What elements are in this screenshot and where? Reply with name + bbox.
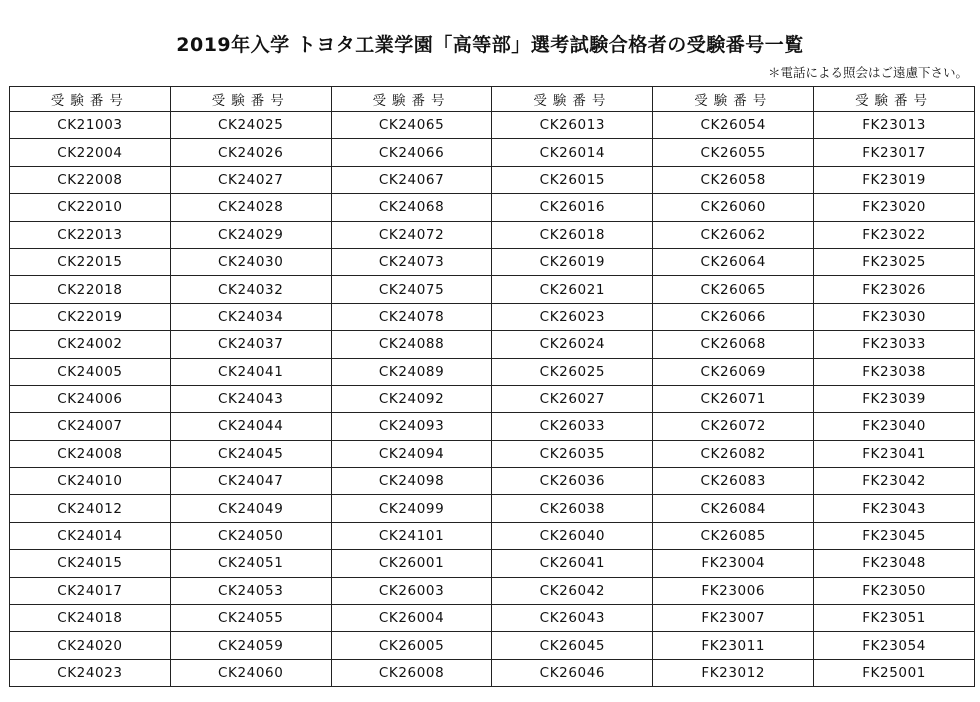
- exam-number-cell: FK23045: [814, 522, 975, 549]
- exam-number-cell: CK22004: [10, 139, 171, 166]
- exam-number-cell: CK26005: [331, 632, 492, 659]
- exam-number-cell: FK23020: [814, 194, 975, 221]
- exam-number-cell: FK23025: [814, 248, 975, 275]
- exam-number-cell: CK26072: [653, 413, 814, 440]
- exam-number-cell: FK23043: [814, 495, 975, 522]
- exam-number-cell: CK24101: [331, 522, 492, 549]
- exam-number-cell: FK23019: [814, 166, 975, 193]
- exam-number-cell: CK26027: [492, 385, 653, 412]
- exam-number-cell: CK26014: [492, 139, 653, 166]
- exam-number-cell: CK24012: [10, 495, 171, 522]
- exam-number-cell: CK24030: [170, 248, 331, 275]
- exam-number-cell: CK24015: [10, 550, 171, 577]
- exam-number-cell: CK24034: [170, 303, 331, 330]
- exam-number-cell: CK24029: [170, 221, 331, 248]
- exam-number-cell: FK23054: [814, 632, 975, 659]
- exam-number-cell: CK24094: [331, 440, 492, 467]
- exam-number-cell: CK26084: [653, 495, 814, 522]
- exam-number-cell: CK26043: [492, 605, 653, 632]
- exam-number-cell: CK24059: [170, 632, 331, 659]
- table-row: [10, 577, 975, 604]
- exam-number-cell: CK26004: [331, 605, 492, 632]
- exam-number-cell: CK24073: [331, 248, 492, 275]
- exam-number-cell: CK26064: [653, 248, 814, 275]
- exam-number-cell: CK24007: [10, 413, 171, 440]
- exam-number-cell: CK22013: [10, 221, 171, 248]
- column-header: 受験番号: [492, 87, 653, 112]
- exam-number-cell: CK24026: [170, 139, 331, 166]
- table-row: [10, 659, 975, 686]
- exam-number-cell: CK24067: [331, 166, 492, 193]
- exam-number-cell: CK26066: [653, 303, 814, 330]
- exam-number-cell: FK23030: [814, 303, 975, 330]
- exam-number-table: [9, 86, 975, 687]
- table-row: [10, 385, 975, 412]
- column-header: 受験番号: [10, 87, 171, 112]
- exam-number-cell: CK24017: [10, 577, 171, 604]
- column-header: 受験番号: [814, 87, 975, 112]
- exam-number-cell: FK23033: [814, 331, 975, 358]
- exam-number-cell: FK23051: [814, 605, 975, 632]
- exam-number-cell: CK24088: [331, 331, 492, 358]
- table-row: [10, 605, 975, 632]
- exam-number-cell: CK26040: [492, 522, 653, 549]
- exam-number-cell: CK24045: [170, 440, 331, 467]
- exam-number-cell: CK26060: [653, 194, 814, 221]
- exam-number-cell: CK24041: [170, 358, 331, 385]
- notice-text: ＊電話による照会はご遠慮下さい。: [767, 65, 968, 80]
- exam-number-cell: FK23013: [814, 112, 975, 139]
- exam-number-cell: CK26058: [653, 166, 814, 193]
- exam-number-cell: FK23040: [814, 413, 975, 440]
- exam-number-cell: FK25001: [814, 659, 975, 686]
- table-row: [10, 331, 975, 358]
- exam-number-cell: FK23026: [814, 276, 975, 303]
- exam-number-cell: CK24075: [331, 276, 492, 303]
- exam-number-cell: CK24008: [10, 440, 171, 467]
- column-header: 受験番号: [653, 87, 814, 112]
- exam-number-cell: CK24050: [170, 522, 331, 549]
- exam-number-cell: CK24047: [170, 468, 331, 495]
- table-row: [10, 413, 975, 440]
- exam-number-cell: CK26024: [492, 331, 653, 358]
- exam-number-cell: CK24020: [10, 632, 171, 659]
- exam-number-cell: FK23017: [814, 139, 975, 166]
- exam-number-cell: CK24049: [170, 495, 331, 522]
- exam-number-cell: CK24068: [331, 194, 492, 221]
- exam-number-cell: FK23041: [814, 440, 975, 467]
- column-header: 受験番号: [170, 87, 331, 112]
- exam-number-cell: CK26069: [653, 358, 814, 385]
- exam-number-cell: FK23042: [814, 468, 975, 495]
- exam-number-cell: CK24010: [10, 468, 171, 495]
- exam-number-cell: CK24025: [170, 112, 331, 139]
- exam-number-cell: CK24099: [331, 495, 492, 522]
- exam-number-cell: CK24053: [170, 577, 331, 604]
- exam-number-cell: CK26083: [653, 468, 814, 495]
- exam-number-cell: CK24006: [10, 385, 171, 412]
- exam-number-cell: CK26023: [492, 303, 653, 330]
- exam-number-cell: CK24072: [331, 221, 492, 248]
- table-row: [10, 166, 975, 193]
- exam-number-cell: CK26003: [331, 577, 492, 604]
- exam-number-cell: FK23006: [653, 577, 814, 604]
- exam-number-cell: CK26041: [492, 550, 653, 577]
- table-row: [10, 112, 975, 139]
- exam-number-cell: CK24043: [170, 385, 331, 412]
- exam-number-cell: CK24023: [10, 659, 171, 686]
- table-row: [10, 522, 975, 549]
- exam-number-cell: CK26082: [653, 440, 814, 467]
- exam-number-cell: CK24055: [170, 605, 331, 632]
- exam-number-cell: FK23011: [653, 632, 814, 659]
- exam-number-cell: FK23039: [814, 385, 975, 412]
- exam-number-cell: CK26018: [492, 221, 653, 248]
- exam-number-cell: CK26042: [492, 577, 653, 604]
- table-header-row: [10, 87, 975, 112]
- exam-number-cell: CK21003: [10, 112, 171, 139]
- table-row: [10, 440, 975, 467]
- exam-number-cell: CK24092: [331, 385, 492, 412]
- exam-number-cell: CK24005: [10, 358, 171, 385]
- exam-number-cell: FK23012: [653, 659, 814, 686]
- exam-number-cell: FK23038: [814, 358, 975, 385]
- exam-number-cell: CK24089: [331, 358, 492, 385]
- exam-number-cell: CK26065: [653, 276, 814, 303]
- exam-number-cell: CK26062: [653, 221, 814, 248]
- exam-number-cell: CK26036: [492, 468, 653, 495]
- exam-number-cell: CK24044: [170, 413, 331, 440]
- exam-number-cell: CK24066: [331, 139, 492, 166]
- table-row: [10, 221, 975, 248]
- table-row: [10, 276, 975, 303]
- exam-number-cell: CK26054: [653, 112, 814, 139]
- table-body: [10, 112, 975, 687]
- exam-number-cell: CK24098: [331, 468, 492, 495]
- page-title: 2019年入学 トヨタ工業学園「高等部」選考試験合格者の受験番号一覧: [176, 34, 804, 56]
- table-row: [10, 139, 975, 166]
- table-row: [10, 358, 975, 385]
- exam-number-cell: CK26016: [492, 194, 653, 221]
- exam-number-cell: CK22018: [10, 276, 171, 303]
- exam-number-cell: CK26013: [492, 112, 653, 139]
- exam-number-cell: CK26046: [492, 659, 653, 686]
- table-row: [10, 194, 975, 221]
- exam-number-cell: CK24093: [331, 413, 492, 440]
- exam-number-cell: CK26045: [492, 632, 653, 659]
- table-row: [10, 468, 975, 495]
- exam-number-cell: CK24032: [170, 276, 331, 303]
- exam-number-cell: CK24027: [170, 166, 331, 193]
- exam-number-cell: CK24002: [10, 331, 171, 358]
- exam-number-cell: CK24028: [170, 194, 331, 221]
- table-row: [10, 248, 975, 275]
- exam-number-cell: CK22015: [10, 248, 171, 275]
- exam-number-cell: CK26001: [331, 550, 492, 577]
- exam-number-cell: CK22008: [10, 166, 171, 193]
- exam-number-cell: FK23050: [814, 577, 975, 604]
- exam-number-cell: CK26038: [492, 495, 653, 522]
- exam-number-cell: CK24078: [331, 303, 492, 330]
- exam-number-cell: CK22010: [10, 194, 171, 221]
- exam-number-cell: CK24051: [170, 550, 331, 577]
- exam-number-cell: CK22019: [10, 303, 171, 330]
- exam-number-cell: CK26015: [492, 166, 653, 193]
- exam-number-cell: FK23007: [653, 605, 814, 632]
- table-row: [10, 303, 975, 330]
- exam-number-cell: CK24014: [10, 522, 171, 549]
- exam-number-cell: CK24060: [170, 659, 331, 686]
- exam-number-cell: FK23004: [653, 550, 814, 577]
- table-row: [10, 550, 975, 577]
- exam-number-cell: CK24065: [331, 112, 492, 139]
- exam-number-cell: CK24018: [10, 605, 171, 632]
- exam-number-cell: CK26019: [492, 248, 653, 275]
- exam-number-cell: CK26055: [653, 139, 814, 166]
- exam-number-cell: CK26085: [653, 522, 814, 549]
- exam-number-cell: CK26021: [492, 276, 653, 303]
- table-row: [10, 495, 975, 522]
- exam-number-cell: CK26035: [492, 440, 653, 467]
- exam-number-cell: CK26033: [492, 413, 653, 440]
- exam-number-cell: FK23022: [814, 221, 975, 248]
- exam-number-cell: CK26071: [653, 385, 814, 412]
- exam-number-cell: CK26068: [653, 331, 814, 358]
- exam-number-cell: FK23048: [814, 550, 975, 577]
- exam-number-cell: CK26008: [331, 659, 492, 686]
- column-header: 受験番号: [331, 87, 492, 112]
- table-row: [10, 632, 975, 659]
- exam-number-cell: CK26025: [492, 358, 653, 385]
- exam-number-cell: CK24037: [170, 331, 331, 358]
